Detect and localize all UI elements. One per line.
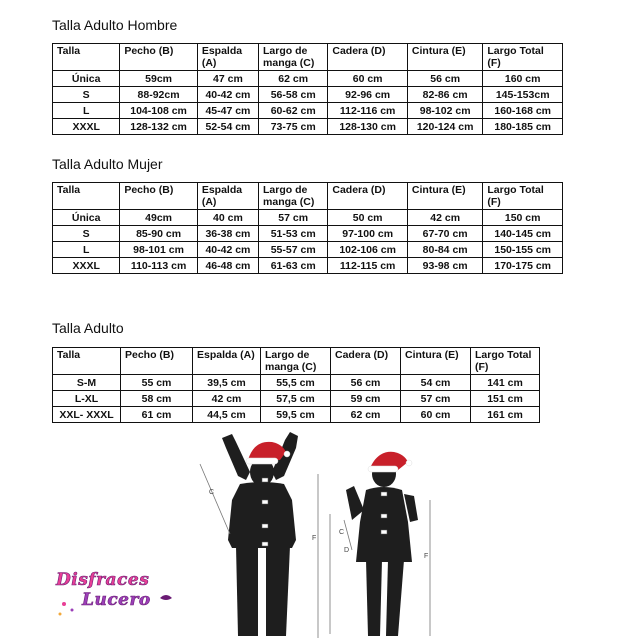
table-cell: 98-102 cm: [407, 103, 482, 119]
table-cell: 170-175 cm: [483, 258, 563, 274]
table-cell: 57 cm: [259, 210, 328, 226]
table-cell: 55,5 cm: [261, 375, 331, 391]
header-cell: Cadera (D): [328, 44, 408, 71]
table-row: [53, 391, 540, 407]
header-cell: Largo Total (F): [483, 44, 563, 71]
table-cell: 57 cm: [401, 391, 471, 407]
logo-line-2: Lucero: [82, 590, 151, 610]
woman-label-d: D: [344, 547, 350, 554]
table-cell: 161 cm: [471, 407, 540, 423]
table-cell: XXXL: [53, 119, 120, 135]
table-row: [53, 210, 563, 226]
table-cell: 150 cm: [483, 210, 563, 226]
table-cell: 39,5 cm: [193, 375, 261, 391]
header-cell: Talla: [53, 44, 120, 71]
table-cell: 61-63 cm: [259, 258, 328, 274]
table-cell: 112-115 cm: [328, 258, 408, 274]
santa-hat-icon: [368, 452, 412, 472]
table-cell: 85-90 cm: [120, 226, 198, 242]
table-cell: 62 cm: [259, 71, 328, 87]
table-cell: 59 cm: [331, 391, 401, 407]
man-label-f: F: [312, 535, 317, 542]
table-cell: 104-108 cm: [120, 103, 198, 119]
woman-label-c: C: [339, 529, 345, 536]
table-row: [53, 119, 563, 135]
table-row: [53, 375, 540, 391]
table-cell: 128-132 cm: [120, 119, 198, 135]
table-cell: 97-100 cm: [328, 226, 408, 242]
table-cell: 58 cm: [121, 391, 193, 407]
table-cell: 40 cm: [197, 210, 258, 226]
table-cell: 40-42 cm: [197, 87, 258, 103]
table-row: [53, 242, 563, 258]
header-cell: Cintura (E): [407, 44, 482, 71]
table-cell: 52-54 cm: [197, 119, 258, 135]
table-cell: 60-62 cm: [259, 103, 328, 119]
table-cell: 145-153cm: [483, 87, 563, 103]
table-cell: 110-113 cm: [120, 258, 198, 274]
table-cell: 62 cm: [331, 407, 401, 423]
section-title-mujer: Talla Adulto Mujer: [52, 156, 163, 172]
table-cell: 47 cm: [197, 71, 258, 87]
table-cell: 57,5 cm: [261, 391, 331, 407]
man-silhouette: [200, 432, 318, 638]
table-cell: 67-70 cm: [407, 226, 482, 242]
table-header-row: [53, 183, 563, 210]
table-cell: 56-58 cm: [259, 87, 328, 103]
header-cell: Cintura (E): [401, 348, 471, 375]
header-cell: Cintura (E): [407, 183, 482, 210]
table-row: [53, 103, 563, 119]
table-cell: 46-48 cm: [197, 258, 258, 274]
woman-silhouette: [330, 452, 430, 636]
header-cell: Cadera (D): [328, 183, 408, 210]
table-cell: 55-57 cm: [259, 242, 328, 258]
table-cell: 54 cm: [401, 375, 471, 391]
header-cell: Espalda (A): [197, 44, 258, 71]
brand-logo: [54, 570, 182, 620]
table-cell: 112-116 cm: [328, 103, 408, 119]
table-cell: 45-47 cm: [197, 103, 258, 119]
table-cell: L: [53, 242, 120, 258]
table-cell: 42 cm: [193, 391, 261, 407]
table-row: [53, 407, 540, 423]
table-cell: 36-38 cm: [197, 226, 258, 242]
table-cell: S: [53, 226, 120, 242]
table-cell: 120-124 cm: [407, 119, 482, 135]
table-cell: 80-84 cm: [407, 242, 482, 258]
table-cell: Única: [53, 71, 120, 87]
woman-label-f: F: [424, 553, 429, 560]
table-cell: 59cm: [120, 71, 198, 87]
table-cell: 82-86 cm: [407, 87, 482, 103]
header-cell: Largo Total (F): [471, 348, 540, 375]
table-cell: Única: [53, 210, 120, 226]
logo-line-1: Disfraces: [56, 570, 150, 590]
table-cell: 50 cm: [328, 210, 408, 226]
table-cell: 49cm: [120, 210, 198, 226]
table-cell: 98-101 cm: [120, 242, 198, 258]
table-header-row: [53, 348, 540, 375]
table-cell: S-M: [53, 375, 121, 391]
man-label-c: C: [209, 489, 215, 496]
table-cell: 56 cm: [331, 375, 401, 391]
table-cell: 51-53 cm: [259, 226, 328, 242]
header-cell: Talla: [53, 183, 120, 210]
size-table-hombre: [52, 43, 563, 135]
table-cell: 61 cm: [121, 407, 193, 423]
table-header-row: [53, 44, 563, 71]
table-cell: 160-168 cm: [483, 103, 563, 119]
table-cell: 102-106 cm: [328, 242, 408, 258]
header-cell: Pecho (B): [120, 44, 198, 71]
header-cell: Pecho (B): [121, 348, 193, 375]
table-cell: 150-155 cm: [483, 242, 563, 258]
header-cell: Largo de manga (C): [259, 44, 328, 71]
table-cell: 60 cm: [401, 407, 471, 423]
table-cell: 141 cm: [471, 375, 540, 391]
table-cell: 160 cm: [483, 71, 563, 87]
table-cell: 128-130 cm: [328, 119, 408, 135]
table-row: [53, 258, 563, 274]
party-mask-icon: [54, 570, 182, 620]
table-cell: 151 cm: [471, 391, 540, 407]
table-cell: L: [53, 103, 120, 119]
table-cell: 93-98 cm: [407, 258, 482, 274]
table-row: [53, 87, 563, 103]
header-cell: Talla: [53, 348, 121, 375]
header-cell: Largo de manga (C): [261, 348, 331, 375]
section-title-adulto: Talla Adulto: [52, 320, 124, 336]
size-table-adulto: [52, 347, 540, 423]
table-cell: S: [53, 87, 120, 103]
table-cell: XXXL: [53, 258, 120, 274]
table-cell: 55 cm: [121, 375, 193, 391]
table-cell: 92-96 cm: [328, 87, 408, 103]
table-row: [53, 226, 563, 242]
table-row: [53, 71, 563, 87]
table-cell: 44,5 cm: [193, 407, 261, 423]
table-cell: 140-145 cm: [483, 226, 563, 242]
section-title-hombre: Talla Adulto Hombre: [52, 17, 178, 33]
header-cell: Largo de manga (C): [259, 183, 328, 210]
table-cell: 88-92cm: [120, 87, 198, 103]
table-cell: XXL- XXXL: [53, 407, 121, 423]
table-cell: 60 cm: [328, 71, 408, 87]
table-cell: 73-75 cm: [259, 119, 328, 135]
header-cell: Pecho (B): [120, 183, 198, 210]
header-cell: Largo Total (F): [483, 183, 563, 210]
table-cell: 56 cm: [407, 71, 482, 87]
header-cell: Espalda (A): [193, 348, 261, 375]
table-cell: 42 cm: [407, 210, 482, 226]
table-cell: 59,5 cm: [261, 407, 331, 423]
table-cell: 40-42 cm: [197, 242, 258, 258]
table-cell: L-XL: [53, 391, 121, 407]
size-table-mujer: [52, 182, 563, 274]
table-cell: 180-185 cm: [483, 119, 563, 135]
header-cell: Espalda (A): [197, 183, 258, 210]
header-cell: Cadera (D): [331, 348, 401, 375]
